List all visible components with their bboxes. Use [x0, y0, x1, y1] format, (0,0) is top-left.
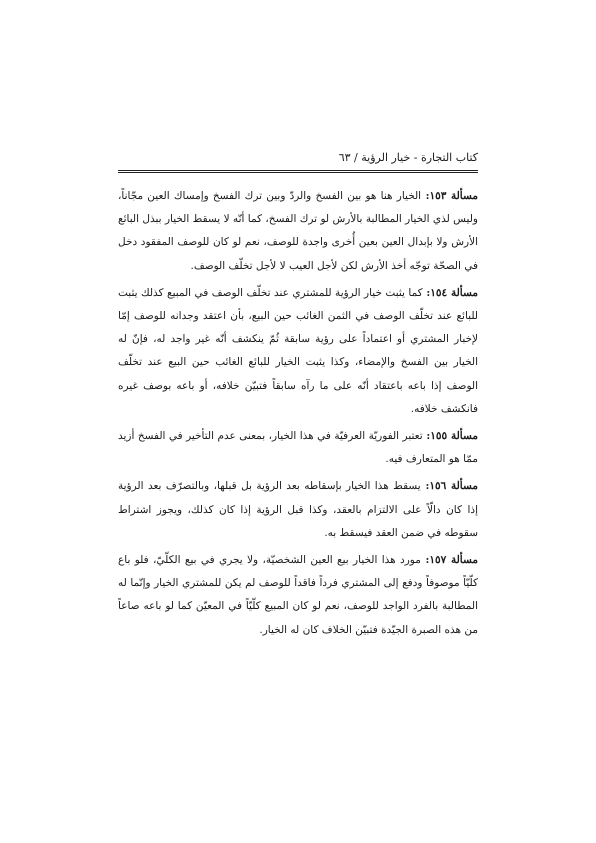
- issue-text: مورد هذا الخيار بيع العين الشخصيّة، ولا يجري في بيع الكلّيّ، فلو باع كلّيّاً موصوفاً ودفع إلى المشتري فرداً فاقداً للوصف لم يكن للمشتري الخيار وإنّما له المطالبة بالفرد الواجد للوصف، نعم لو كان المبيع كلّيّاً في المعيّن كما لو باعه صاعاً من هذه الصبرة الجيّدة فتبيّن الخلاف كان له الخيار.: [118, 554, 478, 636]
- header-rule: [118, 170, 478, 173]
- issue-label: مسألة ١٥٦: [429, 480, 478, 493]
- issue-label: مسألة ١٥٧: [429, 554, 478, 567]
- issue-paragraph-154: مسألة ١٥٤: كما يثبت خيار الرؤية للمشتري عند تخلّف الوصف في المبيع كذلك يثبت للبائع عند تخلّف الوصف في الثمن الغائب حين البيع، بأن اعتقد وجدانه للوصف إمّا لإخبار المشتري أو اعتماداً على رؤية سابقة ثُمّ ينكشف أنّه غير واجد له، فإنّ له الخيار بين الفسخ والإمضاء، وكذا يثبت الخيار للبائع الغائب حين البيع عند تخلّف الوصف إذا باعه باعتقاد أنّه على ما رآه سابقاً فتبيّن خلافه، أو باعه بوصف غيره فانكشف خلافه.: [118, 286, 478, 415]
- issue-label: مسألة ١٥٤: [430, 286, 478, 299]
- issue-paragraph-157: مسألة ١٥٧: مورد هذا الخيار بيع العين الشخصيّة، ولا يجري في بيع الكلّيّ، فلو باع كلّيّاً موصوفاً ودفع إلى المشتري فرداً فاقداً للوصف لم يكن للمشتري الخيار وإنّما له المطالبة بالفرد الواجد للوصف، نعم لو كان المبيع كلّيّاً في المعيّن كما لو باعه صاعاً من هذه الصبرة الجيّدة فتبيّن الخلاف كان له الخيار.: [118, 554, 478, 636]
- issue-text: كما يثبت خيار الرؤية للمشتري عند تخلّف الوصف في المبيع كذلك يثبت للبائع عند تخلّف الوصف في الثمن الغائب حين البيع، بأن اعتقد وجدانه للوصف إمّا لإخبار المشتري أو اعتماداً على رؤية سابقة ثُمّ ينكشف أنّه غير واجد له، فإنّ له الخيار بين الفسخ والإمضاء، وكذا يثبت الخيار للبائع الغائب حين البيع عند تخلّف الوصف إذا باعه باعتقاد أنّه على ما رآه سابقاً فتبيّن خلافه، أو باعه بوصف غيره فانكشف خلافه.: [118, 286, 478, 415]
- issue-paragraph-153: مسألة ١٥٣: الخيار هنا هو بين الفسخ والردّ وبين ترك الفسخ وإمساك العين مجّاناً، وليس لذي الخيار المطالبة بالأرش لو ترك الفسخ، كما أنّه لا يسقط الخيار ببذل البائع الأرش ولا بإبدال العين بعين أُخرى واجدة للوصف، نعم لو كان للوصف المفقود دخل في الصحّة توجّه أخذ الأرش لكن لأجل العيب لا لأجل تخلّف الوصف.: [118, 190, 478, 272]
- issue-label: مسألة ١٥٥: [430, 430, 478, 443]
- issue-text: الخيار هنا هو بين الفسخ والردّ وبين ترك الفسخ وإمساك العين مجّاناً، وليس لذي الخيار المطالبة بالأرش لو ترك الفسخ، كما أنّه لا يسقط الخيار ببذل البائع الأرش ولا بإبدال العين بعين أُخرى واجدة للوصف، نعم لو كان للوصف المفقود دخل في الصحّة توجّه أخذ الأرش لكن لأجل العيب لا لأجل تخلّف الوصف.: [118, 190, 478, 272]
- issue-label: مسألة ١٥٣: [429, 190, 478, 202]
- running-header: كتاب التجارة - خيار الرؤية / ٦٣: [338, 151, 478, 164]
- page-body: [118, 185, 478, 646]
- issue-text: يسقط هذا الخيار بإسقاطه بعد الرؤية بل قبلها، وبالتصرّف بعد الرؤية إذا كان دالّاً على الالتزام بالعقد، وكذا قبل الرؤية إذا كان كذلك، ويجوز اشتراط سقوطه في ضمن العقد فيسقط به.: [118, 480, 478, 539]
- issue-paragraph-156: مسألة ١٥٦: يسقط هذا الخيار بإسقاطه بعد الرؤية بل قبلها، وبالتصرّف بعد الرؤية إذا كان دالّاً على الالتزام بالعقد، وكذا قبل الرؤية إذا كان كذلك، ويجوز اشتراط سقوطه في ضمن العقد فيسقط به.: [118, 480, 478, 539]
- issue-paragraph-155: مسألة ١٥٥: تعتبر الفوريّة العرفيّة في هذا الخيار، بمعنى عدم التأخير في الفسخ أزيد ممّا هو المتعارف فيه.: [118, 430, 478, 466]
- issue-text: تعتبر الفوريّة العرفيّة في هذا الخيار، بمعنى عدم التأخير في الفسخ أزيد ممّا هو المتعارف فيه.: [118, 430, 478, 466]
